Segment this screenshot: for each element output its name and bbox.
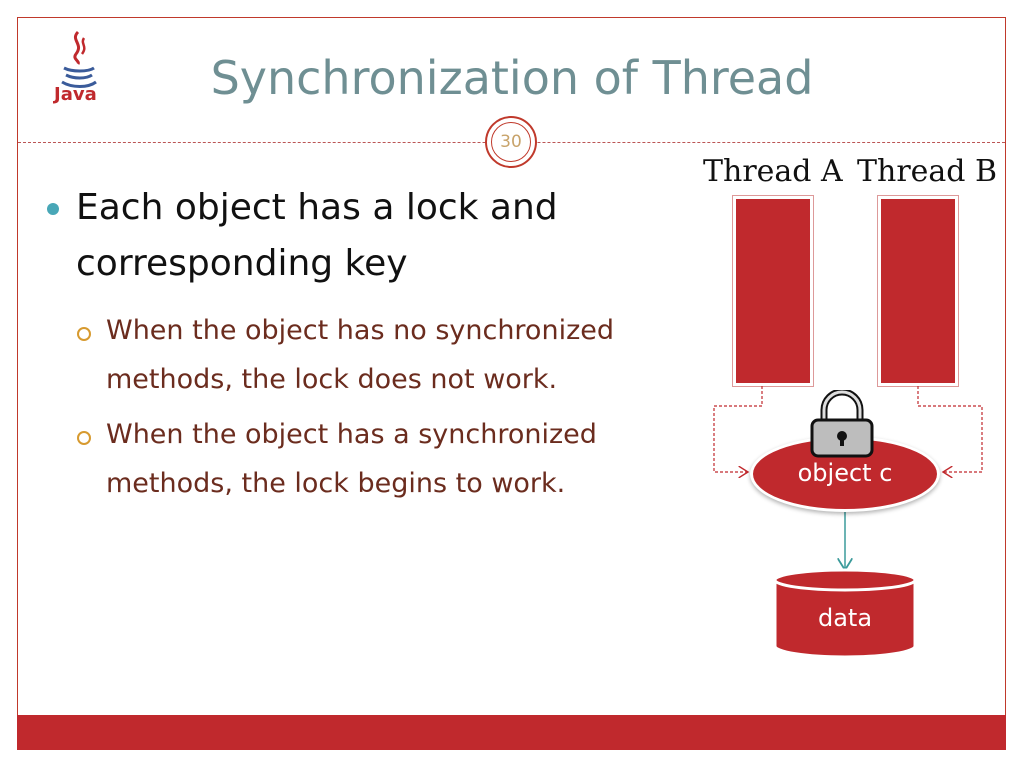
- footer-bar: [17, 715, 1006, 750]
- java-logo-text: Java: [54, 84, 97, 105]
- object-c: object c: [750, 436, 940, 512]
- bullet-dot: [47, 203, 59, 215]
- page-number: 30: [491, 122, 531, 162]
- thread-b-bar: [878, 196, 958, 386]
- thread-b-label: Thread B: [857, 154, 998, 189]
- main-bullet-text: Each object has a lock and corresponding key: [76, 187, 558, 284]
- lock-icon: [802, 390, 882, 460]
- slide-title: Synchronization of Thread: [210, 51, 814, 105]
- thread-a-bar: [733, 196, 813, 386]
- sub-bullet-marker-2: [77, 431, 91, 445]
- page-number-badge: [485, 116, 537, 168]
- sub-bullet-2: When the object has a synchronized methods, the lock begins to work.: [106, 419, 597, 499]
- data-label: data: [817, 604, 873, 632]
- sub-bullet-marker-1: [77, 327, 91, 341]
- thread-a-label: Thread A: [703, 154, 843, 189]
- sub-bullet-1: When the object has no synchronized methods, the lock does not work.: [106, 315, 614, 395]
